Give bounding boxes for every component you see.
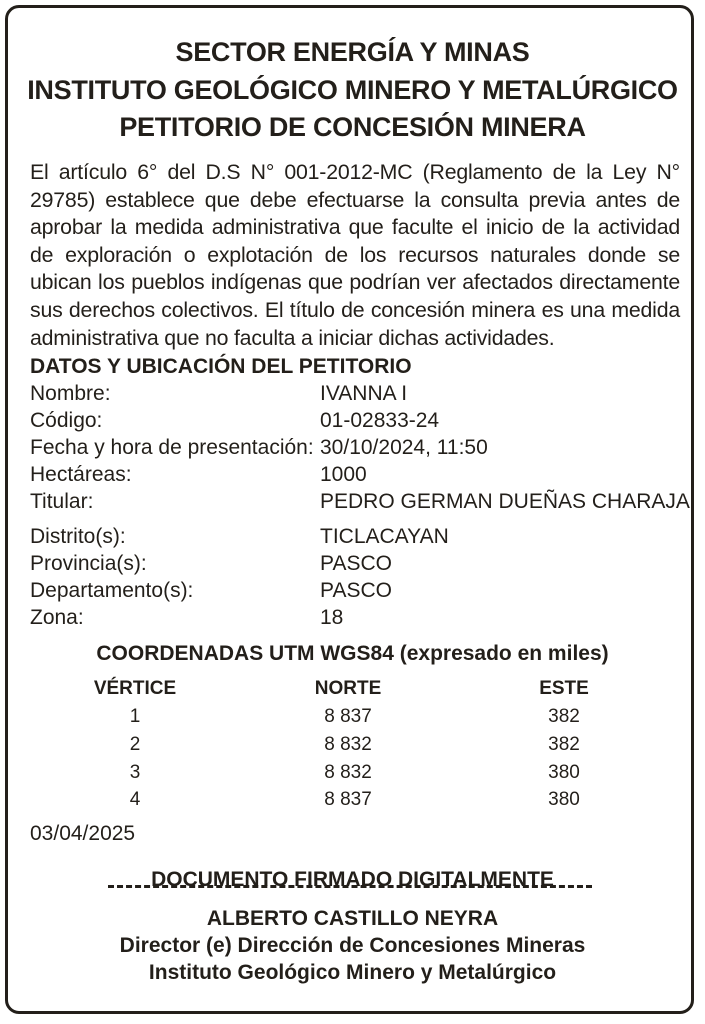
vertex-cell: 2 [129, 734, 141, 755]
header-sector: SECTOR ENERGÍA Y MINAS [175, 37, 530, 67]
detail-label: Provincia(s): [30, 552, 147, 575]
detail-label: Zona: [30, 606, 84, 629]
intro-paragraph: El artículo 6° del D.S N° 001-2012-MC (Reglamento de la Ley N° 29785) establece que debe efectuarse la consulta previa antes de aprobar la medida administrativa que faculte el inicio de la actividad de exploración o explotación de los recursos naturales donde se ubican los pueblos indígenas que podrían ver afectados directamente sus derechos colectivos. El título de concesión minera es una medida administrativa que no faculta a iniciar dichas actividades. [30, 160, 680, 350]
signer-name: ALBERTO CASTILLO NEYRA [206, 907, 499, 930]
detail-value: PEDRO GERMAN DUEÑAS CHARAJA [320, 490, 690, 513]
detail-row-codigo [30, 408, 440, 434]
publication-date: 03/04/2025 [30, 822, 136, 845]
detail-label: Departamento(s): [30, 579, 194, 602]
detail-label: Titular: [30, 490, 94, 513]
detail-label: Fecha y hora de presentación: [30, 436, 314, 459]
vertex-cell: 1 [129, 706, 141, 727]
signer-institution: Instituto Geológico Minero y Metalúrgico [148, 961, 557, 984]
north-cell: 8 837 [324, 706, 372, 727]
signature-separator [108, 885, 592, 888]
column-header-vertice: VÉRTICE [93, 678, 177, 699]
detail-value: TICLACAYAN [320, 525, 449, 548]
north-cell: 8 837 [324, 789, 372, 810]
detail-value: PASCO [320, 552, 392, 575]
detail-value: 30/10/2024, 11:50 [320, 436, 488, 459]
east-cell: 382 [548, 734, 580, 755]
column-header-este: ESTE [539, 678, 589, 699]
column-header-norte: NORTE [314, 678, 382, 699]
detail-row-fecha [30, 435, 488, 461]
header-institute: INSTITUTO GEOLÓGICO MINERO Y METALÚRGICO [27, 75, 678, 105]
detail-row-titular [30, 489, 690, 515]
east-cell: 382 [548, 706, 580, 727]
digital-signature-label: DOCUMENTO FIRMADO DIGITALMENTE [151, 868, 554, 891]
detail-row-departamento [30, 578, 392, 604]
header-document-type: PETITORIO DE CONCESIÓN MINERA [119, 112, 586, 142]
vertex-cell: 3 [129, 762, 141, 783]
coordinates-title: COORDENADAS UTM WGS84 (expresado en miles) [96, 642, 609, 665]
detail-row-hectareas [30, 462, 367, 488]
signer-position: Director (e) Dirección de Concesiones Mineras [119, 934, 586, 957]
detail-value: PASCO [320, 579, 392, 602]
detail-value: 01-02833-24 [320, 409, 440, 432]
detail-label: Hectáreas: [30, 463, 132, 486]
detail-label: Distrito(s): [30, 525, 126, 548]
detail-value: IVANNA I [320, 382, 408, 405]
details-title: DATOS Y UBICACIÓN DEL PETITORIO [30, 355, 412, 378]
detail-row-nombre [30, 381, 408, 407]
vertex-cell: 4 [129, 789, 141, 810]
detail-label: Código: [30, 409, 103, 432]
detail-label: Nombre: [30, 382, 111, 405]
detail-value: 1000 [320, 463, 367, 486]
north-cell: 8 832 [324, 734, 372, 755]
detail-row-zona [30, 605, 344, 631]
detail-value: 18 [320, 606, 344, 629]
east-cell: 380 [548, 762, 580, 783]
detail-row-provincia [30, 551, 392, 577]
north-cell: 8 832 [324, 762, 372, 783]
detail-row-distrito [30, 524, 449, 550]
east-cell: 380 [548, 789, 580, 810]
